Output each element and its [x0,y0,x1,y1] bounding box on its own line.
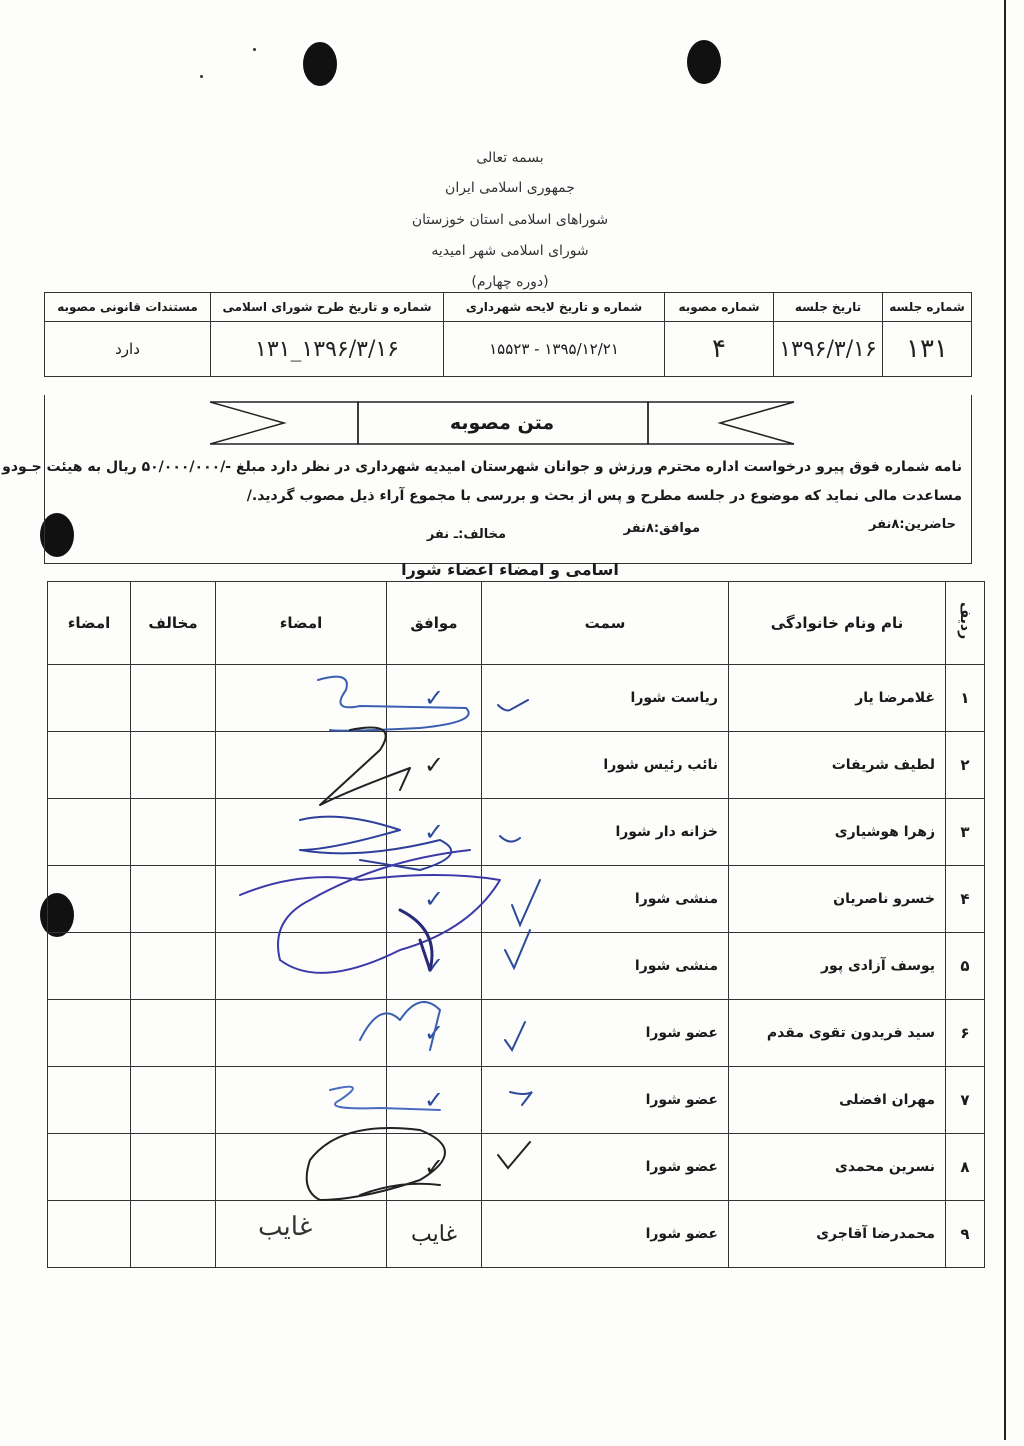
header-oppose: مخالف [131,582,216,665]
resolution-body-line-1: نامه شماره فوق پیرو درخواست اداره محترم ورزش و جوانان شهرستان امیدیه شهرداری در نظر دارد مبلغ -/۵۰/۰۰۰/۰۰۰ ریال به هیئت جـودو [2,459,962,475]
absent-note: غایب [387,1201,482,1268]
member-position: نائب رئیس شورا [482,732,729,799]
oppose-cell [131,1201,216,1268]
signature-cell-2 [48,1134,131,1201]
header-agree: موافق [387,582,482,665]
signature-cell-2 [48,1067,131,1134]
row-number: ۷ [946,1067,985,1134]
header-session-date: تاریخ جلسه [774,293,883,322]
row-number: ۶ [946,1000,985,1067]
member-position: عضو شورا [482,1000,729,1067]
member-name: خسرو ناصریان [729,866,946,933]
member-position: منشی شورا [482,866,729,933]
row-number: ۱ [946,665,985,732]
member-name: نسرین محمدی [729,1134,946,1201]
council-term: (دوره چهارم) [471,274,549,290]
present-count: حاضرین:۸نفر [869,517,956,532]
agree-check: ✓ [387,866,482,933]
row-number: ۸ [946,1134,985,1201]
oppose-cell [131,933,216,1000]
resolution-body-line-2: مساعدت مالی نماید که موضوع در جلسه مطرح و پس از بحث و بررسی با مجموع آراء ذیل مصوب گردید./ [246,488,962,504]
signature-cell [216,799,387,866]
header-name: نام ونام خانوادگی [729,582,946,665]
signature-cell-2 [48,665,131,732]
oppose-cell [131,866,216,933]
signature-cell [216,732,387,799]
row-number: ۴ [946,866,985,933]
header-plan-number-date: شماره و تاریخ طرح شورای اسلامی [211,293,444,322]
header-position: سمت [482,582,729,665]
row-number: ۹ [946,1201,985,1268]
member-position: عضو شورا [482,1134,729,1201]
absent-signature-note: غایب [258,1212,313,1242]
oppose-cell [131,799,216,866]
member-name: سید فریدون تقوی مقدم [729,1000,946,1067]
speck [200,75,203,78]
member-position: خزانه دار شورا [482,799,729,866]
bill-number-date-value: ۱۳۹۵/۱۲/۲۱ - ۱۵۵۲۳ [444,322,665,377]
table-row [48,866,985,933]
member-name: غلامرضا یار [729,665,946,732]
oppose-cell [131,1067,216,1134]
members-table-title: اسامی و امضاء اعضاء شورا [401,560,619,579]
signature-cell [216,866,387,933]
signature-cell-2 [48,933,131,1000]
table-row [48,1201,985,1268]
table-row [48,933,985,1000]
session-number-value: ۱۳۱ [883,322,972,377]
plan-number-date-value: ۱۳۹۶/۳/۱۶_۱۳۱ [211,322,444,377]
country-name: جمهوری اسلامی ایران [445,180,575,196]
header-signature: امضاء [216,582,387,665]
banner-right-ribbon [648,402,794,444]
member-position: عضو شورا [482,1201,729,1268]
row-number: ۵ [946,933,985,1000]
speck [253,48,256,51]
row-number: ۳ [946,799,985,866]
member-position: ریاست شورا [482,665,729,732]
table-row [48,1000,985,1067]
agree-count: موافق:۸نفر [623,521,700,536]
table-row [48,799,985,866]
member-name: زهرا هوشیاری [729,799,946,866]
oppose-count: مخالف:ـ نفر [426,527,506,542]
member-name: لطیف شریفات [729,732,946,799]
signature-cell [216,665,387,732]
header-signature-2: امضاء [48,582,131,665]
member-name: یوسف آزادی پور [729,933,946,1000]
header-session-number: شماره جلسه [883,293,972,322]
header-legal-documents: مستندات قانونی مصوبه [45,293,211,322]
agree-check: ✓ [387,933,482,1000]
header-bill-number-date: شماره و تاریخ لایحه شهرداری [444,293,665,322]
signature-cell-2 [48,1000,131,1067]
province-council: شوراهای اسلامی استان خوزستان [411,212,609,228]
table-row [48,732,985,799]
agree-check: ✓ [387,665,482,732]
oppose-cell [131,1134,216,1201]
member-position: منشی شورا [482,933,729,1000]
header-resolution-number: شماره مصوبه [665,293,774,322]
signature-cell [216,933,387,1000]
signature-cell-2 [48,799,131,866]
row-number: ۲ [946,732,985,799]
resolution-text-title: متن مصوبه [449,412,555,434]
agree-check: ✓ [387,1134,482,1201]
resolution-info-table [44,292,972,377]
basmala: بسمه تعالی [476,150,544,166]
punch-hole [687,40,721,84]
table-row [48,665,985,732]
punch-hole [303,42,337,86]
agree-check: ✓ [387,799,482,866]
signature-cell-2 [48,866,131,933]
resolution-number-value: ۴ [665,322,774,377]
agree-check: ✓ [387,1000,482,1067]
signature-cell [216,1067,387,1134]
session-date-value: ۱۳۹۶/۳/۱۶ [774,322,883,377]
members-table [47,581,985,1268]
agree-check: ✓ [387,732,482,799]
document-header [300,150,720,290]
signature-cell-2 [48,732,131,799]
banner-left-ribbon [210,402,358,444]
signature-cell [216,1134,387,1201]
member-name: مهران افضلی [729,1067,946,1134]
city-council: شورای اسلامی شهر امیدیه [431,243,589,259]
signature-cell-2 [48,1201,131,1268]
header-row-number: ردیف [946,582,985,665]
oppose-cell [131,1000,216,1067]
signature-cell [216,1000,387,1067]
agree-check: ✓ [387,1067,482,1134]
oppose-cell [131,665,216,732]
member-position: عضو شورا [482,1067,729,1134]
table-row [48,1067,985,1134]
legal-documents-value: دارد [45,322,211,377]
member-name: محمدرضا آقاجری [729,1201,946,1268]
table-row [48,1134,985,1201]
oppose-cell [131,732,216,799]
